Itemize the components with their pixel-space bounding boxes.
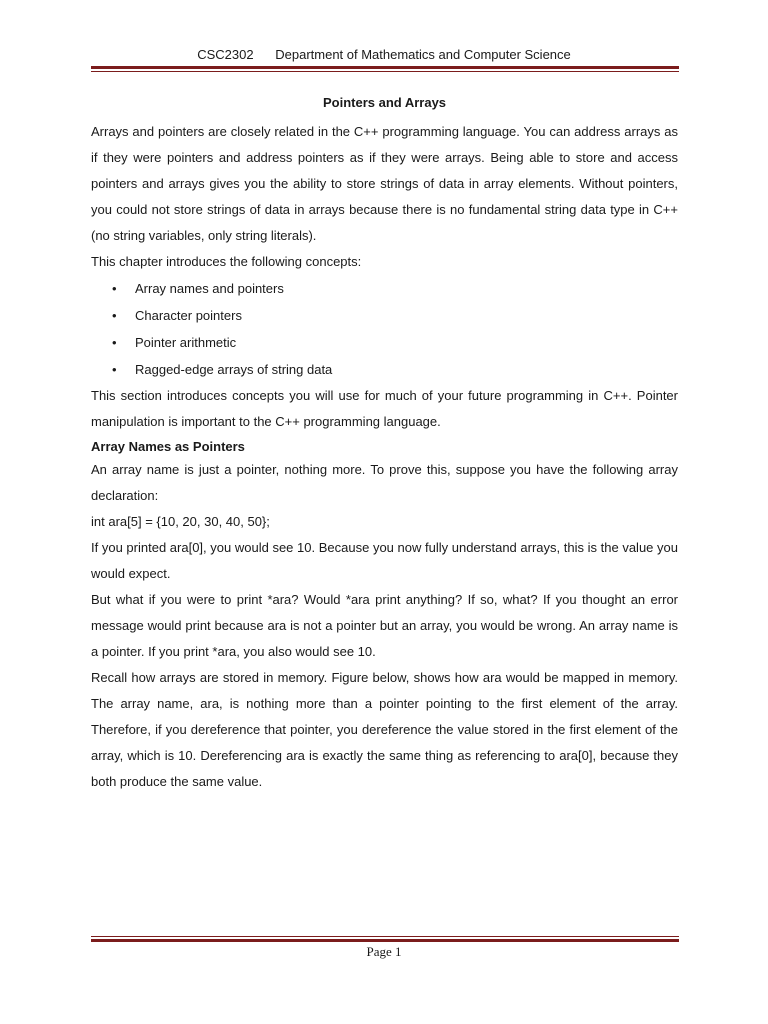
footer-divider xyxy=(91,936,679,942)
footer-divider-thick xyxy=(91,939,679,942)
list-item xyxy=(91,329,678,356)
course-code: CSC2302 xyxy=(197,47,254,62)
code-line: int ara[5] = {10, 20, 30, 40, 50}; xyxy=(91,514,270,529)
printed-ara0-paragraph: If you printed ara[0], you would see 10. Because you now fully understand arrays, this is the value you would expect. xyxy=(91,540,678,581)
department-name: Department of Mathematics and Computer Science xyxy=(275,47,571,62)
section-intro-paragraph: This section introduces concepts you will use for much of your future programming in C++. Pointer manipulation is important to the C++ programming language. xyxy=(91,388,678,429)
intro-paragraph: Arrays and pointers are closely related in the C++ programming language. You can address arrays as if they were pointers and address pointers as if they were arrays. Being able to store and access pointers and arrays gives you the ability to store strings of data in array elements. Without pointers, you could not store strings of data in arrays because there is no fundamental string data type in C++ (no string variables, only string literals). xyxy=(91,124,678,243)
list-item xyxy=(91,275,678,302)
bullet-icon: • xyxy=(112,308,117,323)
bullet-icon: • xyxy=(112,281,117,296)
concepts-list xyxy=(91,275,678,383)
list-item xyxy=(91,302,678,329)
section-heading: Array Names as Pointers xyxy=(91,439,245,454)
list-item xyxy=(91,356,678,383)
array-name-paragraph: An array name is just a pointer, nothing more. To prove this, suppose you have the following array declaration: xyxy=(91,462,678,503)
chapter-intro-paragraph: This chapter introduces the following concepts: xyxy=(91,254,362,269)
header-divider-thin xyxy=(91,71,679,72)
bullet-icon: • xyxy=(112,335,117,350)
page-number: Page 1 xyxy=(366,944,402,959)
list-item-text: Character pointers xyxy=(135,308,242,323)
footer-divider-thin xyxy=(91,936,679,937)
list-item-text: Ragged-edge arrays of string data xyxy=(135,362,333,377)
list-item-text: Pointer arithmetic xyxy=(135,335,237,350)
bullet-icon: • xyxy=(112,362,117,377)
page-title: Pointers and Arrays xyxy=(322,95,447,110)
list-item-text: Array names and pointers xyxy=(135,281,284,296)
print-star-ara-paragraph: But what if you were to print *ara? Would *ara print anything? If so, what? If you thought an error message would print because ara is not a pointer but an array, you would be wrong. An array name is a pointer. If you print *ara, you also would see 10. xyxy=(91,592,678,659)
header-divider-thick xyxy=(91,66,679,69)
header-divider xyxy=(91,66,679,72)
page-header xyxy=(0,47,768,62)
document-body xyxy=(91,93,678,795)
recall-memory-paragraph: Recall how arrays are stored in memory. Figure below, shows how ara would be mapped in memory. The array name, ara, is nothing more than a pointer pointing to the first element of the array. Therefore, if you dereference that pointer, you dereference the value stored in the first element of the array, which is 10. Dereferencing ara is exactly the same thing as referencing to ara[0], because they both produce the same value. xyxy=(91,670,678,789)
